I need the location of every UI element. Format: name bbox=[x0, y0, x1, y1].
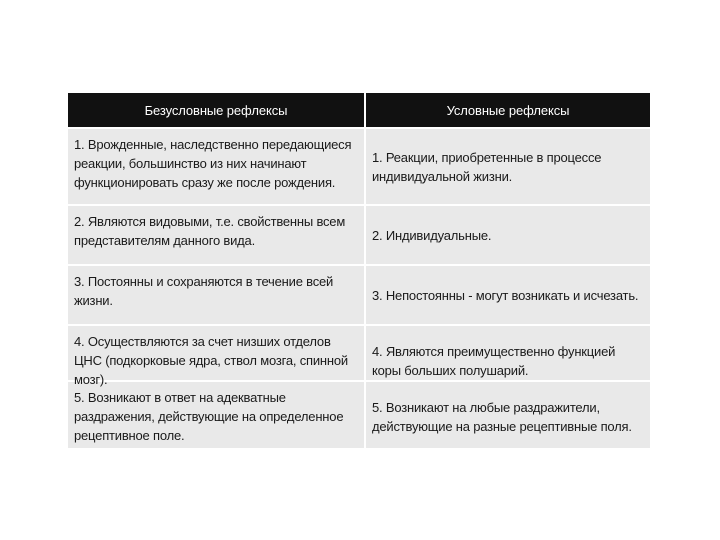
table-row bbox=[68, 127, 650, 204]
comparison-table bbox=[68, 93, 650, 448]
table-row bbox=[68, 380, 650, 448]
conditioned-cell: 4. Являются преимущественно функцией коры больших полушарий. bbox=[364, 326, 650, 395]
header-conditioned-reflexes: Условные рефлексы bbox=[364, 93, 650, 127]
table-row bbox=[68, 264, 650, 324]
table-row bbox=[68, 324, 650, 387]
table-row bbox=[68, 204, 650, 264]
unconditioned-cell: 3. Постоянны и сохраняются в течение всей жизни. bbox=[74, 274, 334, 308]
conditioned-cell: 1. Реакции, приобретенные в процессе индивидуальной жизни. bbox=[364, 129, 650, 204]
unconditioned-cell: 1. Врожденные, наследственно передающиеся реакции, большинство из них начинают функционировать сразу же после рождения. bbox=[74, 137, 352, 190]
conditioned-cell: 5. Возникают на любые раздражители, действующие на разные рецептивные поля. bbox=[364, 382, 650, 451]
header-unconditioned-reflexes: Безусловные рефлексы bbox=[144, 102, 288, 118]
table-header bbox=[68, 93, 650, 127]
conditioned-cell: 3. Непостоянны - могут возникать и исчезать. bbox=[364, 266, 650, 324]
conditioned-cell: 2. Индивидуальные. bbox=[364, 206, 650, 264]
unconditioned-cell: 5. Возникают в ответ на адекватные раздражения, действующие на определенное рецептивное поле. bbox=[74, 390, 344, 443]
unconditioned-cell: 2. Являются видовыми, т.е. свойственны всем представителям данного вида. bbox=[74, 214, 346, 248]
unconditioned-cell: 4. Осуществляются за счет низших отделов ЦНС (подкорковые ядра, ствол мозга, спинной мозг). bbox=[74, 334, 348, 387]
